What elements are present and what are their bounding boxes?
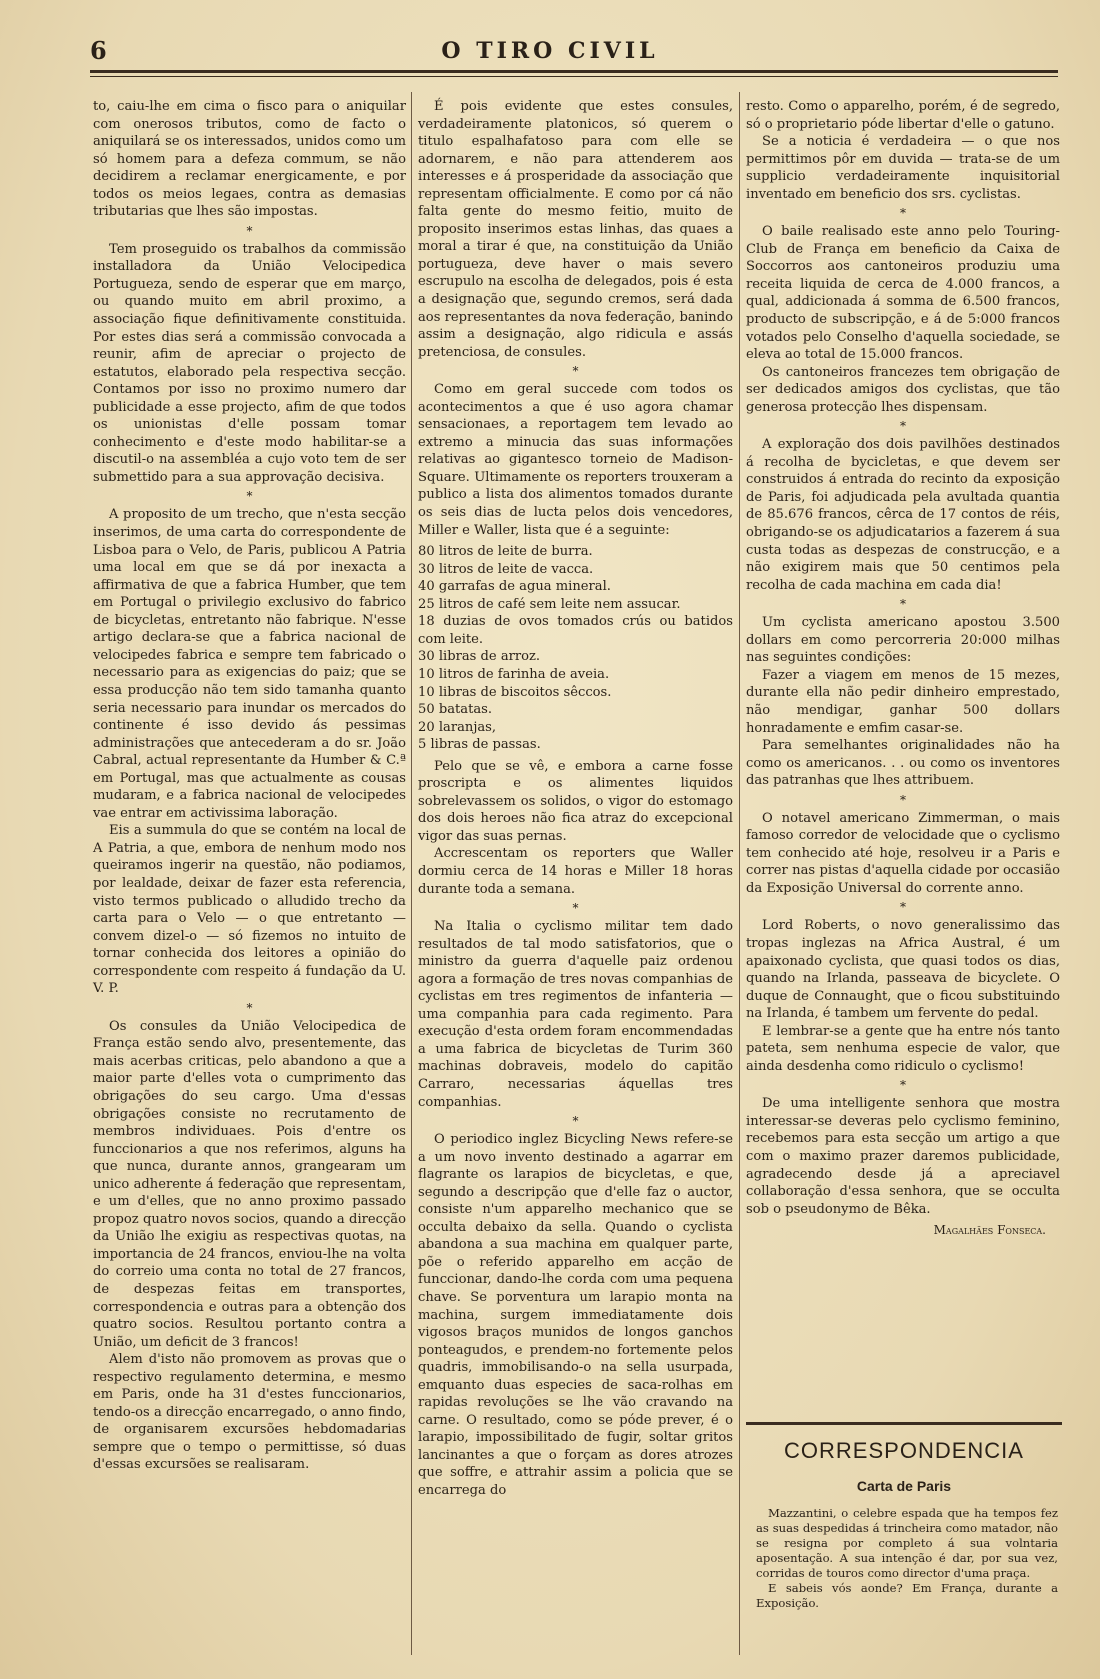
author-signature: Magalhães Fonseca. [933,1223,1046,1238]
separator-star: * [900,206,906,221]
paragraph: E sabeis vós aonde? Em França, durante a Exposição. [756,1581,1058,1610]
list-item: 18 duzias de ovos tomados crús ou batidos com leite. [418,614,733,647]
paragraph: to, caiu-lhe em cima o fisco para o aniquilar com onerosos tributos, como de facto o aniquilará se os interessados, unidos como um só homem para a defeza commum, se não decidirem a reclamar energicamente, e por todos os meios legaes, contra as demasias tributarias que lhes são impostas. [93,99,406,220]
paragraph: Accrescentam os reporters que Waller dormiu cerca de 14 horas e Miller 18 horas durante toda a semana. [418,846,733,897]
paragraph: E lembrar-se a gente que ha entre nós tanto pateta, sem nenhuma especie de valor, que ainda desdenha como ridiculo o cyclismo! [746,1023,1060,1074]
paragraph: resto. Como o apparelho, porém, é de segredo, só o proprietario póde libertar d'elle o gatuno. [746,99,1060,132]
section-subtitle: Carta de Paris [856,1478,952,1494]
paragraph: Pelo que se vê, e embora a carne fosse proscripta e os alimentes liquidos sobrelevassem os solidos, o vigor do estomago dos dois heroes não fica atraz do excepcional vigor das suas pernas. [418,758,733,844]
paragraph: Alem d'isto não promovem as provas que o respectivo regulamento determina, e mesmo em Paris, onde ha 31 d'estes funccionarios, tendo-os a direcção encarregado, o anno findo, de organisarem excursões hebdomadarias sempre que o tempo o permittisse, só duas d'essas excursões se realisaram. [93,1352,406,1473]
separator-star: * [246,489,253,504]
separator-star: * [246,1000,253,1015]
separator-star: * [572,1114,579,1129]
header-rule-thin [90,76,1058,77]
separator-star: * [572,901,579,916]
separator-star: * [246,223,253,238]
separator-star: * [900,1078,906,1093]
paragraph: O notavel americano Zimmerman, o mais famoso corredor de velocidade que o cyclismo tem conhecido até hoje, resolveu ir a Paris e correr nas pistas d'aquella cidade por occasião da Exposição Universal do corrente anno. [746,810,1060,896]
list-item: 40 garrafas de agua mineral. [418,579,611,595]
paragraph: De uma intelligente senhora que mostra interessar-se deveras pelo cyclismo feminino, recebemos para esta secção um artigo a que com o maximo prazer daremos publicidade, agradecendo desde já a apreciavel collaboração d'essa senhora, que se occulta sob o pseudonymo de Bêka. [746,1096,1060,1217]
separator-star: * [900,900,906,915]
paragraph: Na Italia o cyclismo militar tem dado resultados de tal modo satisfatorios, que o ministro da guerra d'aquelle paiz ordenou agora a formação de tres novas companhias de cyclistas em tres regimentos de infanteria — uma companhia para cada regimento. Para execução d'esta ordem foram encommendadas a uma fabrica de bicycletas de Turim 360 machinas dobraveis, modelo do capitão Carraro, necessarias áquellas tres companhias. [418,919,733,1110]
paragraph: Os consules da União Velocipedica de França estão sendo alvo, presentemente, das mais acerbas criticas, pelo abandono a que a maior parte d'elles vota o cumprimento das obrigações do seu cargo. Uma d'essas obrigações consiste no recrutamento de membros individuaes. Pois d'entre os funccionarios a que nos referimos, alguns ha que nunca, durante annos, grangearam um unico adherente á federação que representam, e um d'elles, que no anno proximo passado propoz quatro novos socios, quando a direcção da União lhe exigiu as respectivas quotas, na importancia de 24 francos, enviou-lhe na volta do correio uma conta no total de 27 francos, de despezas feitas em transportes, correspondencia e outras para a obtenção dos quatro socios. Resultou portanto contra a União, um deficit de 3 francos! [93,1018,406,1350]
page-number: 6 [90,36,107,65]
paragraph: Para semelhantes originalidades não ha como os americanos. . . ou como os inventores das patranhas que lhes attribuem. [746,738,1060,789]
list-item: 20 laranjas, [418,719,497,735]
list-item: 80 litros de leite de burra. [418,544,593,560]
section-title: CORRESPONDENCIA [784,1438,1024,1463]
separator-star: * [572,364,579,379]
section-rule [746,1422,1062,1425]
list-item: 10 litros de farinha de aveia. [418,666,610,682]
paragraph: Fazer a viagem em menos de 15 mezes, durante ella não pedir dinheiro emprestado, não mendigar, ganhar 500 dollars honradamente e emfim casar-se. [746,667,1060,736]
paragraph: É pois evidente que estes consules, verdadeiramente platonicos, só querem o titulo espalhafatoso para com elle se adornarem, e não para attenderem aos interesses e á prosperidade da associação que representam officialmente. E como por cá não falta gente do mesmo feitio, muito de proposito inserimos estas linhas, das quaes a moral a tirar é que, na constituição da União portugueza, deve haver o mais severo escrupulo na escolha de delegados, pois é esta a designação que, segundo cremos, será dada aos representantes da nova federação, banindo assim a designação, algo ridicula e assás pretenciosa, de consules. [418,99,733,360]
separator-star: * [900,792,906,807]
list-item: 10 libras de biscoitos sêccos. [418,684,612,700]
paragraph: Um cyclista americano apostou 3.500 dollars em como percorreria 20:000 milhas nas seguintes condições: [746,615,1060,666]
list-item: 30 litros de leite de vacca. [418,561,594,577]
paragraph: Os cantoneiros francezes tem obrigação de ser dedicados amigos dos cyclistas, que tão generosa protecção lhes dispensam. [746,364,1060,415]
masthead-title: O TIRO CIVIL [441,38,659,64]
food-list [418,543,733,754]
list-item: 30 libras de arroz. [418,649,541,665]
list-item: 50 batatas. [418,702,493,718]
separator-star: * [900,597,906,612]
paragraph: O baile realisado este anno pelo Touring-Club de França em beneficio da Caixa de Soccorros aos cantoneiros produziu uma receita liquida de cerca de 4.000 francos, a qual, addicionada á somma de 6.500 francos, producto de subscripção, e á de 5:000 francos votados pelo Conselho d'aquella sociedade, se eleva ao total de 15.000 francos. [746,224,1060,363]
paragraph: O periodico inglez Bicycling News refere-se a um novo invento destinado a agarrar em flagrante os larapios de bicycletas, e que, segundo a descripção que d'elle faz o auctor, consiste n'um apparelho mechanico que se occulta debaixo da sella. Quando o cyclista abandona a sua machina em qualquer parte, põe o referido apparelho em acção de funccionar, dando-lhe corda com uma pequena chave. Se porventura um larapio monta na machina, surgem immediatamente dois vigosos braços munidos de longos ganchos ponteagudos, e prendem-no fortemente pelos quadris, immobilisando-o na sella usurpada, emquanto duas especies de saca-rolhas em rapidas revoluções se lhe vão cravando na carne. O resultado, como se póde prever, é o larapio, impossibilitado de fugir, soltar gritos lancinantes a que o forçam as dores atrozes que soffre, e attrahir assim a policia que se encarrega do [418,1132,733,1499]
paragraph: A exploração dos dois pavilhões destinados á recolha de bycicletas, e que devem ser construidos á entrada do recinto da exposição de Paris, foi adjudicada pela avultada quantia de 85.676 francos, cêrca de 17 contos de réis, obrigando-se os adjudicatarios a fazerem á sua custa todas as despezas de construcção, e a não exigirem mais que 50 centimos pela recolha de cada machina em cada dia! [746,437,1060,593]
paragraph: Tem proseguido os trabalhos da commissão installadora da União Velocipedica Portugueza, sendo de esperar que em março, ou quando muito em abril proximo, a associação fique definitivamente constituida. Por estes dias será a commissão convocada a reunir, afim de apreciar o projecto de estatutos, elaborado pela respectiva secção. Contamos por isso no proximo numero dar publicidade a esse projecto, afim de que todos os unionistas d'elle possam tomar conhecimento e d'este modo habilitar-se a discutil-o na assembléa a cujo voto tem de ser submettido para a sua approvação decisiva. [93,241,406,485]
paragraph: Lord Roberts, o novo generalissimo das tropas inglezas na Africa Austral, é um apaixonado cyclista, que quasi todos os dias, quando na Irlanda, passeava de bicyclete. O duque de Connaught, que o ficou substituindo na Irlanda, é tambem um fervente do pedal. [746,918,1060,1022]
correspondence-body [756,1506,1058,1611]
article-column-1 [93,98,406,1474]
paragraph: Como em geral succede com todos os acontecimentos a que é uso agora chamar sensacionaes, a reportagem tem levado ao extremo a minucia das suas informações relativas ao gigantesco torneio de Madison-Square. Ultimamente os reporters trouxeram a publico a lista dos alimentos tomados durante os seis dias de lucta pelos dois vencedores, Miller e Waller, lista que é a seguinte: [418,382,733,538]
paragraph: Se a noticia é verdadeira — o que nos permittimos pôr em duvida — trata-se de um supplicio verdadeiramente inquisitorial inventado em beneficio dos srs. cyclistas. [746,134,1060,202]
separator-star: * [900,419,906,434]
article-column-3 [746,98,1060,1240]
paragraph: A proposito de um trecho, que n'esta secção inserimos, de uma carta do correspondente de Lisboa para o Velo, de Paris, publicou A Patria uma local em que se dá por inexacta a affirmativa de que a fabrica Humber, que tem em Portugal o privilegio exclusivo do fabrico de bicycletas, entretanto não fabrique. N'esse artigo declara-se que a fabrica nacional de velocipedes fabrica e sempre tem fabricado o necessario para as exigencias do paiz; que se essa producção não tem sido tamanha quanto seria necessario para inundar os mercados do continente é isso devido ás pessimas administrações que antecederam a do sr. João Cabral, actual representante da Humber & C.ª em Portugal, mas que actualmente as cousas mudaram, e a fabrica nacional de velocipedes vae entrar em activissima laboração. [93,507,406,821]
paragraph: Eis a summula do que se contém na local de A Patria, a que, embora de nenhum modo nos queiramos ingerir na questão, não podiamos, por lealdade, deixar de fazer esta referencia, visto termos publicado o alludido trecho da carta para o Velo — o que entretanto — convem dizel-o — só fizemos no intuito de tornar conhecida dos leitores a opinião do correspondente com respeito á fundação da U. V. P. [93,823,406,997]
article-column-2 [418,98,733,1500]
header-rule [90,70,1058,73]
column-divider [411,92,412,1655]
paragraph: Mazzantini, o celebre espada que ha tempos fez as suas despedidas á trincheira como matador, não se resigna por completo á sua volntaria aposentação. A sua intenção é dar, por sua vez, corridas de touros como director d'uma praça. [756,1506,1058,1580]
list-item: 5 libras de passas. [418,737,541,753]
list-item: 25 litros de café sem leite nem assucar. [418,596,681,612]
column-divider [739,92,740,1655]
